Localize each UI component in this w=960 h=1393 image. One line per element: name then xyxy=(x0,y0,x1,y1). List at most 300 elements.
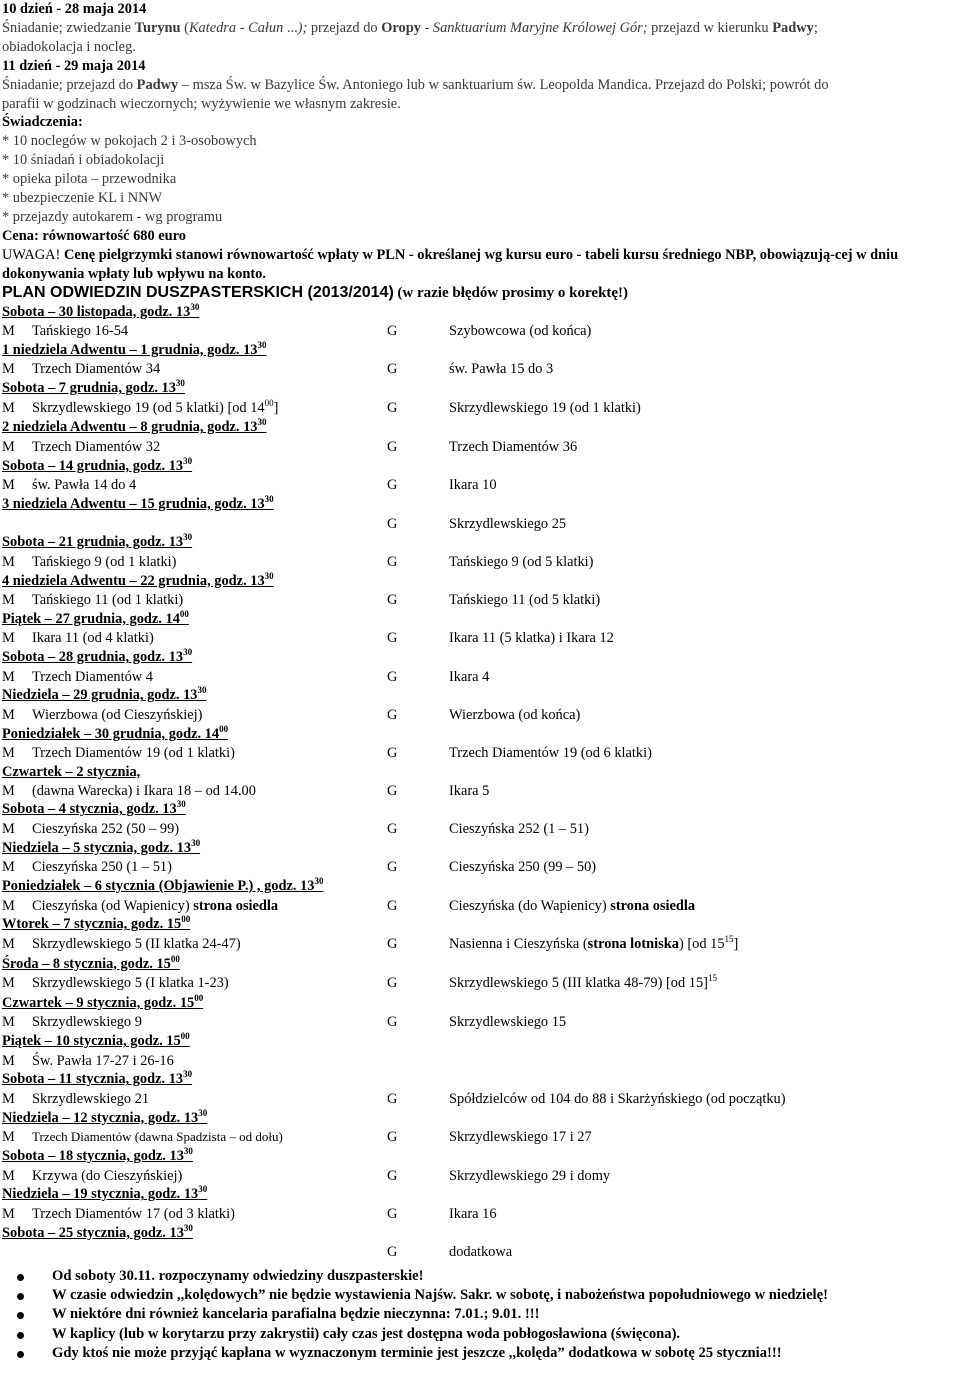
program-text: ; xyxy=(813,19,818,36)
morning-street xyxy=(32,1205,387,1224)
morning-marker-text: M xyxy=(2,668,15,685)
afternoon-street-sup: 15 xyxy=(724,933,734,944)
afternoon-marker-text: G xyxy=(387,782,398,799)
afternoon-marker xyxy=(387,591,449,610)
visit-date-text: Sobota – 30 listopada, godz. 13 xyxy=(2,303,191,320)
afternoon-street xyxy=(449,1090,958,1109)
afternoon-marker xyxy=(387,1205,449,1224)
visit-date-text: Sobota – 18 stycznia, godz. 13 xyxy=(2,1148,184,1165)
afternoon-street-bold: strona lotniska xyxy=(587,935,679,952)
morning-street xyxy=(32,399,387,419)
visit-date xyxy=(2,533,958,553)
morning-street-text: Cieszyńska (od Wapienicy) xyxy=(32,897,194,914)
visit-date xyxy=(2,379,958,399)
morning-street xyxy=(32,1052,387,1071)
morning-street-text: Skrzydlewskiego 5 (I klatka 1-23) xyxy=(32,975,229,992)
visit-date-text: Sobota – 21 grudnia, godz. 13 xyxy=(2,534,184,551)
afternoon-marker-text: G xyxy=(387,1167,398,1184)
morning-marker xyxy=(2,782,32,801)
visit-time-minutes: 30 xyxy=(176,799,186,810)
afternoon-street-text: Trzech Diamentów 19 (od 6 klatki) xyxy=(449,745,652,762)
visit-date xyxy=(2,648,958,668)
morning-street xyxy=(32,476,387,495)
visit-date xyxy=(2,763,958,782)
program-text: Śniadanie; zwiedzanie xyxy=(2,19,135,36)
afternoon-marker xyxy=(387,935,449,955)
afternoon-marker xyxy=(387,1013,449,1032)
morning-street-text: Ikara 11 (od 4 klatki) xyxy=(32,630,154,647)
visit-row xyxy=(2,438,958,457)
morning-street xyxy=(32,438,387,457)
visit-date xyxy=(2,303,958,323)
program-text: parafii w godzinach wieczornych; wyżywienie we własnym zakresie. xyxy=(2,95,401,112)
visit-row xyxy=(2,399,958,419)
afternoon-marker xyxy=(387,744,449,763)
visit-date xyxy=(2,457,958,477)
afternoon-marker xyxy=(387,1167,449,1186)
visit-row xyxy=(2,591,958,610)
visit-row xyxy=(2,1205,958,1224)
morning-street-text: Cieszyńska 252 (50 – 99) xyxy=(32,820,180,837)
morning-marker-text: M xyxy=(2,1052,15,1069)
afternoon-street-text: Tańskiego 9 (od 5 klatki) xyxy=(449,553,594,570)
morning-street xyxy=(32,1013,387,1032)
afternoon-marker xyxy=(387,322,449,341)
morning-street xyxy=(32,360,387,379)
morning-marker xyxy=(2,1205,32,1224)
program-line xyxy=(2,57,958,76)
visit-time-minutes: 30 xyxy=(190,301,200,312)
morning-marker-text: M xyxy=(2,438,15,455)
afternoon-marker-text: G xyxy=(387,820,398,837)
program-text: obiadokolacja i nocleg. xyxy=(2,38,136,55)
pilgrimage-program xyxy=(2,0,958,284)
visit-row xyxy=(2,1090,958,1109)
program-line xyxy=(2,113,958,132)
afternoon-street-text: Cieszyńska (do Wapienicy) xyxy=(449,897,611,914)
announcement-text: W kaplicy (lub w korytarzu przy zakrystii) cały czas jest dostępna woda pobłogosławiona (święcona). xyxy=(52,1325,681,1342)
morning-street-text: Skrzydlewskiego 9 xyxy=(32,1014,142,1031)
visit-time-minutes: 00 xyxy=(219,723,229,734)
afternoon-street-text: Trzech Diamentów 36 xyxy=(449,438,578,455)
program-text: Padwy xyxy=(136,76,179,93)
visit-time-minutes: 30 xyxy=(197,685,207,696)
afternoon-street-end2: ] xyxy=(733,935,739,952)
morning-street xyxy=(32,553,387,572)
afternoon-street-text: Ikara 16 xyxy=(449,1205,497,1222)
afternoon-street xyxy=(449,935,958,955)
visit-date-text: 4 niedziela Adwentu – 22 grudnia, godz. 13 xyxy=(2,572,265,589)
visit-date-text: Niedziela – 19 stycznia, godz. 13 xyxy=(2,1186,199,1203)
program-line xyxy=(2,227,958,246)
morning-street xyxy=(32,322,387,341)
announcement-text: W niektóre dni również kancelaria parafialna będzie nieczynna: 7.01.; 9.01. !!! xyxy=(52,1306,540,1323)
afternoon-street xyxy=(449,1167,958,1186)
afternoon-street xyxy=(449,1013,958,1032)
afternoon-street xyxy=(449,1243,958,1262)
afternoon-street xyxy=(449,668,958,687)
morning-marker-text: M xyxy=(2,782,15,799)
afternoon-street xyxy=(449,858,958,877)
afternoon-marker xyxy=(387,515,449,534)
morning-street-text: Trzech Diamentów 32 xyxy=(32,438,161,455)
visit-date-text: 3 niedziela Adwentu – 15 grudnia, godz. 13 xyxy=(2,495,265,512)
morning-marker-text: M xyxy=(2,975,15,992)
morning-street xyxy=(32,1128,387,1147)
bullet-dot-icon xyxy=(17,1293,24,1300)
afternoon-marker-text: G xyxy=(387,1205,398,1222)
afternoon-street xyxy=(449,974,958,994)
afternoon-marker xyxy=(387,1243,449,1262)
program-text: Świadczenia: xyxy=(2,114,83,131)
program-text: – msza Św. w Bazylice Św. Antoniego lub w sanktuarium św. Leopolda Mandica. Przejazd do Polski; powrót do xyxy=(178,76,829,93)
afternoon-street-text: Cieszyńska 250 (99 – 50) xyxy=(449,859,597,876)
afternoon-marker xyxy=(387,1052,449,1071)
morning-marker-text: M xyxy=(2,707,15,724)
program-text: Katedra - Całun xyxy=(188,19,284,36)
section-heading xyxy=(2,284,958,303)
visit-time-minutes: 30 xyxy=(257,339,267,350)
visit-time-minutes: 00 xyxy=(181,914,191,925)
visit-time-minutes: 30 xyxy=(183,1222,193,1233)
visit-date-text: Sobota – 28 grudnia, godz. 13 xyxy=(2,649,184,666)
morning-marker xyxy=(2,399,32,419)
visit-time-minutes: 00 xyxy=(170,953,180,964)
announcement-item xyxy=(2,1267,958,1286)
morning-street xyxy=(32,820,387,839)
visit-date-text: Czwartek – 9 stycznia, godz. 15 xyxy=(2,994,195,1011)
morning-street xyxy=(32,935,387,955)
program-text: przejazd w kierunku xyxy=(647,19,773,36)
afternoon-street xyxy=(449,897,958,916)
afternoon-marker-text: G xyxy=(387,707,398,724)
visit-time-minutes: 30 xyxy=(183,455,193,466)
morning-marker-text: M xyxy=(2,1205,15,1222)
afternoon-marker-text: G xyxy=(387,935,398,952)
program-line xyxy=(2,170,958,189)
afternoon-street-end: ) [od 15 xyxy=(678,935,725,952)
morning-marker xyxy=(2,1090,32,1109)
afternoon-marker xyxy=(387,858,449,877)
afternoon-street-text: Skrzydlewskiego 15 xyxy=(449,1014,567,1031)
visit-time-minutes: 00 xyxy=(180,1031,190,1042)
program-text: Oropy xyxy=(381,19,421,36)
morning-street xyxy=(32,706,387,725)
morning-marker-text: M xyxy=(2,897,15,914)
afternoon-street xyxy=(449,399,958,419)
afternoon-street-text: Wierzbowa (od końca) xyxy=(449,707,581,724)
program-line xyxy=(2,189,958,208)
visit-row xyxy=(2,1013,958,1032)
visit-row xyxy=(2,476,958,495)
visit-time-minutes: 00 xyxy=(179,608,189,619)
morning-marker xyxy=(2,706,32,725)
afternoon-street-text: Nasienna i Cieszyńska ( xyxy=(449,935,588,952)
morning-street-text: Skrzydlewskiego 19 (od 5 klatki) [od 14 xyxy=(32,399,265,416)
visit-row xyxy=(2,935,958,955)
afternoon-marker-text: G xyxy=(387,745,398,762)
announcement-text: W czasie odwiedzin ,,kolędowych” nie będzie wystawienia Najśw. Sakr. w sobotę, i nabożeństwa popołudniowego w niedzielę! xyxy=(52,1287,828,1304)
morning-street-text: Tańskiego 11 (od 1 klatki) xyxy=(32,592,184,609)
morning-street-text: Św. Pawła 17-27 i 26-16 xyxy=(32,1052,174,1069)
morning-street-text: Trzech Diamentów (dawna Spadzista – od dołu) xyxy=(32,1129,283,1145)
morning-street-text: Tańskiego 16-54 xyxy=(32,323,129,340)
morning-marker xyxy=(2,360,32,379)
morning-street xyxy=(32,668,387,687)
morning-street-end: ] xyxy=(273,399,279,416)
visit-date xyxy=(2,1109,958,1129)
afternoon-marker-text: G xyxy=(387,859,398,876)
afternoon-street-text: Ikara 4 xyxy=(449,668,490,685)
morning-street-text: (dawna Warecka) i Ikara 18 – od 14.00 xyxy=(32,782,256,799)
visit-time-minutes: 30 xyxy=(183,1069,193,1080)
morning-street-text: Trzech Diamentów 34 xyxy=(32,361,161,378)
visit-date xyxy=(2,572,958,592)
section-note: (w razie błędów prosimy o korektę!) xyxy=(397,284,629,301)
morning-marker-text: M xyxy=(2,630,15,647)
morning-marker xyxy=(2,1052,32,1071)
program-line xyxy=(2,0,958,19)
morning-street-text: Krzywa (do Cieszyńskiej) xyxy=(32,1167,183,1184)
morning-street-text: Tańskiego 9 (od 1 klatki) xyxy=(32,553,177,570)
program-text: * 10 noclegów w pokojach 2 i 3-osobowych xyxy=(2,133,257,150)
morning-street xyxy=(32,897,387,916)
morning-marker-text: M xyxy=(2,1129,15,1146)
morning-marker xyxy=(2,438,32,457)
morning-marker xyxy=(2,897,32,916)
afternoon-street-text: Skrzydlewskiego 19 (od 1 klatki) xyxy=(449,399,641,416)
afternoon-street xyxy=(449,1128,958,1147)
morning-marker xyxy=(2,935,32,955)
visit-date-text: Niedziela – 5 stycznia, godz. 13 xyxy=(2,839,192,856)
afternoon-street-bold: strona osiedla xyxy=(610,897,696,914)
section-title: PLAN ODWIEDZIN DUSZPASTERSKICH (2013/2014) xyxy=(2,283,394,301)
afternoon-street-text: Skrzydlewskiego 5 (III klatka 48-79) [od 15 xyxy=(449,975,704,992)
visit-date-text: Sobota – 7 grudnia, godz. 13 xyxy=(2,380,176,397)
morning-street xyxy=(32,744,387,763)
program-text: Cena: równowartość 680 euro xyxy=(2,227,186,244)
morning-street xyxy=(32,1243,387,1262)
morning-marker-text: M xyxy=(2,323,15,340)
morning-street-bold: strona osiedla xyxy=(193,897,279,914)
afternoon-street-text: Skrzydlewskiego 29 i domy xyxy=(449,1167,611,1184)
visit-date xyxy=(2,418,958,438)
afternoon-marker xyxy=(387,1090,449,1109)
visit-date-text: 1 niedziela Adwentu – 1 grudnia, godz. 13 xyxy=(2,341,258,358)
program-text: * ubezpieczenie KL i NNW xyxy=(2,190,163,207)
visit-row xyxy=(2,1052,958,1071)
visit-date-text: Środa – 8 stycznia, godz. 15 xyxy=(2,955,171,972)
afternoon-street-sup: 15 xyxy=(707,973,717,984)
program-text: 11 dzień - 29 maja 2014 xyxy=(2,57,146,74)
visit-row xyxy=(2,1243,958,1262)
visit-row xyxy=(2,629,958,648)
afternoon-street xyxy=(449,1205,958,1224)
program-line xyxy=(2,95,958,114)
visit-row xyxy=(2,858,958,877)
afternoon-street-text: Spółdzielców od 104 do 88 i Skarżyńskiego (od początku) xyxy=(449,1091,786,1108)
morning-marker-text: M xyxy=(2,820,15,837)
visit-date-text: Poniedziałek – 30 grudnia, godz. 14 xyxy=(2,725,220,742)
morning-marker xyxy=(2,1167,32,1186)
morning-street xyxy=(32,515,387,534)
announcement-item xyxy=(2,1344,958,1363)
visit-time-minutes: 30 xyxy=(183,647,193,658)
visit-date xyxy=(2,915,958,935)
afternoon-marker xyxy=(387,360,449,379)
afternoon-street xyxy=(449,476,958,495)
visit-time-minutes: 30 xyxy=(183,532,193,543)
announcement-text: Gdy ktoś nie może przyjąć kapłana w wyznaczonym terminie jest jeszcze ,,kolęda” dodatkowa w sobotę 25 stycznia!!! xyxy=(52,1344,782,1361)
morning-street-text: Wierzbowa (od Cieszyńskiej) xyxy=(32,707,203,724)
morning-marker-text: M xyxy=(2,477,15,494)
program-text: * opieka pilota – przewodnika xyxy=(2,171,177,188)
morning-marker-text: M xyxy=(2,935,15,952)
program-line xyxy=(2,38,958,57)
visit-date-text: Sobota – 11 stycznia, godz. 13 xyxy=(2,1071,184,1088)
afternoon-street-text: Ikara 11 (5 klatka) i Ikara 12 xyxy=(449,630,614,647)
afternoon-marker xyxy=(387,974,449,994)
program-line xyxy=(2,208,958,227)
visit-date-text: Czwartek – 2 stycznia, xyxy=(2,764,141,781)
morning-marker-text: M xyxy=(2,1014,15,1031)
morning-street-text: św. Pawła 14 do 4 xyxy=(32,477,137,494)
visit-row xyxy=(2,553,958,572)
morning-marker xyxy=(2,1013,32,1032)
afternoon-marker xyxy=(387,668,449,687)
afternoon-street xyxy=(449,629,958,648)
visit-row xyxy=(2,322,958,341)
afternoon-street-text: Skrzydlewskiego 25 xyxy=(449,515,567,532)
announcement-item xyxy=(2,1305,958,1324)
visit-time-minutes: 30 xyxy=(175,378,185,389)
visit-date-text: 2 niedziela Adwentu – 8 grudnia, godz. 13 xyxy=(2,419,258,436)
visit-date xyxy=(2,686,958,706)
visit-date xyxy=(2,800,958,820)
afternoon-street-text: Szybowcowa (od końca) xyxy=(449,323,592,340)
afternoon-marker xyxy=(387,782,449,801)
morning-marker xyxy=(2,553,32,572)
visit-date xyxy=(2,495,958,515)
morning-street xyxy=(32,591,387,610)
visit-time-minutes: 30 xyxy=(257,417,267,428)
morning-marker-text: M xyxy=(2,1091,15,1108)
visit-time-minutes: 30 xyxy=(191,837,201,848)
visit-time-minutes: 30 xyxy=(198,1184,208,1195)
afternoon-street xyxy=(449,820,958,839)
morning-street-text: Trzech Diamentów 17 (od 3 klatki) xyxy=(32,1205,235,1222)
afternoon-street xyxy=(449,591,958,610)
afternoon-street-text: św. Pawła 15 do 3 xyxy=(449,361,554,378)
morning-marker-text: M xyxy=(2,553,15,570)
visit-date-text: Sobota – 4 stycznia, godz. 13 xyxy=(2,801,177,818)
visit-date xyxy=(2,1224,958,1244)
afternoon-marker-text: G xyxy=(387,630,398,647)
program-text: Śniadanie; przejazd do xyxy=(2,76,137,93)
afternoon-street xyxy=(449,322,958,341)
morning-marker-text: M xyxy=(2,1167,15,1184)
visit-date xyxy=(2,1185,958,1205)
visit-date xyxy=(2,994,958,1014)
afternoon-marker-text: G xyxy=(387,897,398,914)
morning-street xyxy=(32,629,387,648)
afternoon-marker-text: G xyxy=(387,592,398,609)
afternoon-marker-text: G xyxy=(387,553,398,570)
morning-marker-text: M xyxy=(2,399,15,416)
afternoon-marker xyxy=(387,399,449,419)
morning-street xyxy=(32,782,387,801)
afternoon-street-text: Ikara 10 xyxy=(449,477,497,494)
morning-street-text: Cieszyńska 250 (1 – 51) xyxy=(32,859,172,876)
visit-row xyxy=(2,360,958,379)
afternoon-street xyxy=(449,515,958,534)
bullet-dot-icon xyxy=(17,1274,24,1281)
visit-time-minutes: 30 xyxy=(264,493,274,504)
announcement-item xyxy=(2,1286,958,1305)
visit-row xyxy=(2,744,958,763)
visit-date xyxy=(2,1070,958,1090)
announcement-text: Od soboty 30.11. rozpoczynamy odwiedziny duszpasterskie! xyxy=(52,1267,424,1284)
bullet-dot-icon xyxy=(17,1351,24,1358)
visit-time-minutes: 00 xyxy=(194,992,204,1003)
afternoon-marker-text: G xyxy=(387,1091,398,1108)
afternoon-marker-text: G xyxy=(387,361,398,378)
visit-date-text: Sobota – 25 stycznia, godz. 13 xyxy=(2,1224,184,1241)
morning-street xyxy=(32,974,387,994)
morning-marker-text: M xyxy=(2,361,15,378)
afternoon-marker xyxy=(387,629,449,648)
visit-date xyxy=(2,610,958,630)
visit-date-text: Poniedziałek – 6 stycznia (Objawienie P.) , godz. 13 xyxy=(2,877,315,894)
program-text: - xyxy=(420,19,433,36)
morning-marker xyxy=(2,629,32,648)
afternoon-marker xyxy=(387,706,449,725)
program-line xyxy=(2,132,958,151)
morning-marker-text: M xyxy=(2,745,15,762)
program-line xyxy=(2,19,958,38)
morning-marker xyxy=(2,668,32,687)
afternoon-marker xyxy=(387,897,449,916)
morning-street xyxy=(32,1167,387,1186)
afternoon-street-text: Skrzydlewskiego 17 i 27 xyxy=(449,1129,592,1146)
program-line xyxy=(2,246,958,284)
program-text: Padwy xyxy=(772,19,814,36)
morning-marker xyxy=(2,820,32,839)
program-text: ... xyxy=(283,19,298,36)
afternoon-marker xyxy=(387,438,449,457)
afternoon-street-end: ] xyxy=(703,975,708,992)
announcement-item xyxy=(2,1325,958,1344)
visit-date xyxy=(2,1032,958,1052)
afternoon-marker-text: G xyxy=(387,1014,398,1031)
afternoon-street xyxy=(449,706,958,725)
visit-date xyxy=(2,877,958,897)
visit-date-text: Piątek – 10 stycznia, godz. 15 xyxy=(2,1033,181,1050)
visit-date xyxy=(2,955,958,975)
afternoon-marker xyxy=(387,476,449,495)
afternoon-street-text: Ikara 5 xyxy=(449,782,490,799)
bullet-dot-icon xyxy=(17,1332,24,1339)
program-text: ); xyxy=(297,19,308,36)
morning-marker-text: M xyxy=(2,859,15,876)
morning-street xyxy=(32,1090,387,1109)
morning-marker xyxy=(2,591,32,610)
visit-row xyxy=(2,515,958,534)
visit-row xyxy=(2,974,958,994)
afternoon-marker-text: G xyxy=(387,399,398,416)
visit-schedule xyxy=(2,303,958,1262)
visit-date-text: Niedziela – 29 grudnia, godz. 13 xyxy=(2,687,198,704)
